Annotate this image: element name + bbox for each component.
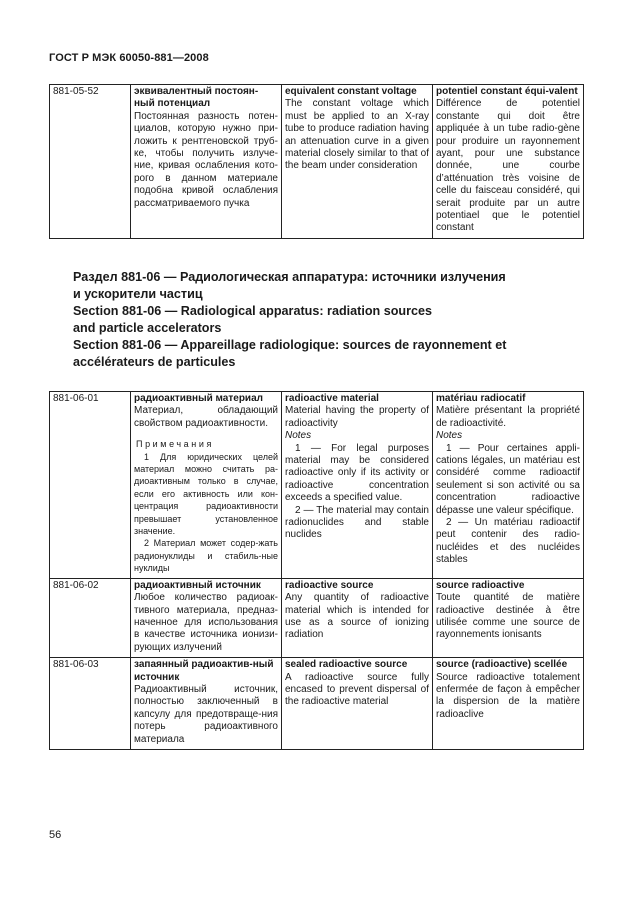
russian-note-2: 2 Материал может содер-жать радионуклиды и стабиль-ные нуклиды	[134, 538, 278, 574]
english-term: equivalent constant voltage	[285, 86, 417, 97]
section-title-en-line2: and particle accelerators	[73, 321, 222, 335]
russian-notes	[134, 438, 278, 574]
english-note-1: 1 — For legal purposes material may be considered radioactive only if its activity or radioactive concentration exceeds a specified value.	[285, 442, 429, 504]
french-term: potentiel constant équi-valent	[436, 86, 578, 97]
term-id: 881-06-02	[50, 578, 131, 657]
section-title-fr-line2: accélérateurs de particules	[73, 355, 236, 369]
english-notes-heading: Notes	[285, 430, 312, 442]
english-notes	[285, 430, 429, 542]
french-term: source radioactive	[436, 579, 525, 591]
russian-term: радиоактивный материал	[134, 393, 263, 404]
table-row	[50, 578, 584, 657]
table-row	[50, 85, 584, 239]
french-notes-heading: Notes	[436, 430, 463, 442]
french-cell	[433, 392, 584, 579]
document-header: ГОСТ Р МЭК 60050-881—2008	[49, 52, 209, 64]
russian-note-1: 1 Для юридических целей материал можно считать ра-диоактивным только в случае, если его активность или кон-центрация радиоактивности превышает установленное значение.	[134, 451, 278, 537]
russian-cell	[131, 85, 282, 239]
english-definition: The constant voltage which must be applied to an X-ray tube to produce radiation having an attenuation curve in a given material closely similar to that of the beam under consideration	[285, 98, 429, 172]
french-note-2: 2 — Un matériau radioactif peut contenir des radio-nucléides et des nucléides stables	[436, 517, 580, 566]
section-title-ru-line1: Раздел 881-06 — Радиологическая аппаратура: источники излучения	[73, 270, 506, 284]
english-term: sealed radioactive source	[285, 659, 408, 671]
english-note-2: 2 — The material may contain radionuclides and stable nuclides	[285, 504, 429, 541]
french-definition: Matière présentant la propriété de radioactivité.	[436, 405, 580, 429]
french-notes	[436, 430, 580, 566]
english-cell	[282, 85, 433, 239]
english-term: radioactive material	[285, 393, 379, 404]
term-id: 881-05-52	[50, 85, 131, 239]
table-row	[50, 392, 584, 579]
russian-cell	[131, 658, 282, 750]
table-row	[50, 658, 584, 750]
french-term: source (radioactive) scellée	[436, 659, 568, 671]
french-definition: Source radioactive totalement enfermée de façon à empêcher la dispersion de la matière radioaclive	[436, 671, 580, 720]
russian-term: эквивалентный постоян-ный потенциал	[134, 86, 259, 110]
russian-cell	[131, 578, 282, 657]
english-cell	[282, 658, 433, 750]
english-cell	[282, 392, 433, 579]
russian-definition: Радиоактивный источник, полностью заключенный в капсулу для предотвраще-ния потерь радиоактивного материала	[134, 683, 278, 745]
french-note-1: 1 — Pour certaines appli-cations légales, un matériau est considéré comme radioactif seulement si son activité ou sa concentration radioactive dépasse une valeur spécifique.	[436, 442, 580, 516]
russian-cell	[131, 392, 282, 579]
french-term: matériau radiocatif	[436, 393, 526, 404]
russian-term: запаянный радиоактив-ный источник	[134, 659, 274, 683]
section-title-fr-line1: Section 881-06 — Appareillage radiologique: sources de rayonnement et	[73, 338, 507, 352]
terms-table-top	[49, 84, 584, 239]
english-definition: Any quantity of radioactive material which is intended for use as a source of ionizing radiation	[285, 592, 429, 641]
french-definition: Différence de potentiel constante qui doit être appliquée à un tube radio-gène pour produire un rayonnement ayant, pour une substance donnée, une courbe d’atténuation très voisine de celle du faisceau considéré, qui serait produite par un autre potentiael que le potentiel constant	[436, 98, 580, 234]
french-definition: Toute quantité de matière radioactive destinée à être utilisée comme une source de rayonnements ionisants	[436, 592, 580, 641]
term-id: 881-06-01	[50, 392, 131, 579]
section-title-ru-line2: и ускорители частиц	[73, 287, 203, 301]
english-cell	[282, 578, 433, 657]
english-definition: Material having the property of radioactivity	[285, 405, 429, 429]
russian-term: радиоактивный источник	[134, 579, 261, 591]
terms-table-main	[49, 391, 584, 750]
english-definition: A radioactive source fully encased to prevent dispersal of the radioactive material	[285, 671, 429, 708]
section-title-en-line1: Section 881-06 — Radiological apparatus: radiation sources	[73, 304, 433, 318]
english-term: radioactive source	[285, 579, 374, 591]
section-heading	[73, 269, 583, 371]
russian-notes-heading: Примечания	[136, 439, 214, 450]
russian-definition: Постоянная разность потен-циалов, которую нужно при-ложить к рентгеновской труб-ке, чтобы получить излуче-ние, кривая ослабления кото-рого в данном материале подобна кривой ослабления рассматриваемого пучка	[134, 110, 278, 209]
russian-definition: Любое количество радиоак-тивного материала, предназ-наченное для использования в качестве источника ионизи-рующих излучений	[134, 592, 278, 653]
term-id: 881-06-03	[50, 658, 131, 750]
french-cell	[433, 578, 584, 657]
french-cell	[433, 85, 584, 239]
russian-definition: Материал, обладающий свойством радиоактивности.	[134, 405, 278, 429]
french-cell	[433, 658, 584, 750]
page-number: 56	[49, 829, 62, 841]
